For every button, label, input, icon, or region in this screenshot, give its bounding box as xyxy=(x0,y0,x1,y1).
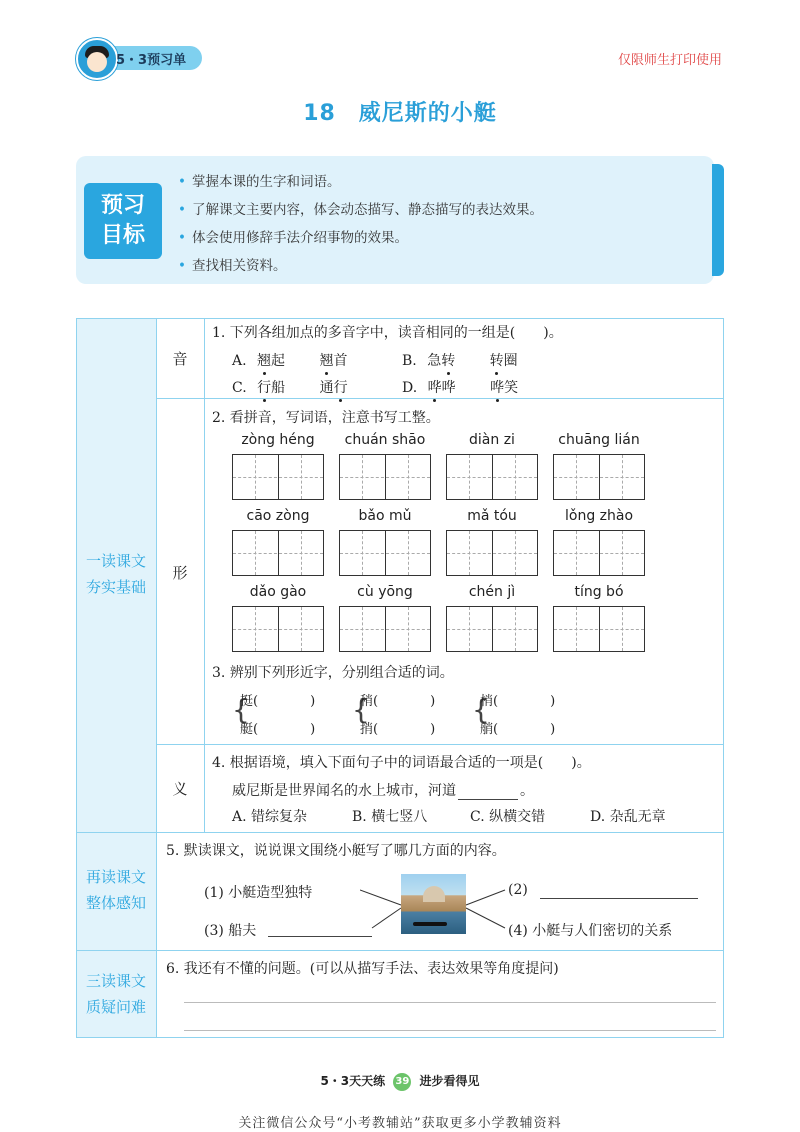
q1-option-c xyxy=(232,377,348,397)
q1-option-a xyxy=(232,350,347,370)
dotted-char: 哗 xyxy=(428,377,442,397)
char: 笑 xyxy=(504,380,519,396)
goals-label-line2: 目标 xyxy=(100,223,145,248)
row-divider xyxy=(76,950,724,951)
dotted-char: 哗 xyxy=(490,377,504,397)
pinyin-label: bǎo mǔ xyxy=(358,508,412,524)
q1-option-d xyxy=(402,377,518,397)
row-divider xyxy=(76,832,724,833)
bullet-icon: • xyxy=(178,174,186,190)
q4-stem: 4. 根据语境，填入下面句子中的词语最合适的一项是( )。 xyxy=(212,755,591,771)
lesson-title: 18 威尼斯的小艇 xyxy=(303,101,497,126)
option-letter: A. xyxy=(232,353,247,369)
q4-sentence xyxy=(232,780,534,800)
writing-grid[interactable] xyxy=(339,606,431,652)
dotted-char: 翘 xyxy=(257,350,271,370)
writing-grid[interactable] xyxy=(553,606,645,652)
goal-list xyxy=(178,168,543,280)
writing-grid[interactable] xyxy=(553,530,645,576)
answer-line[interactable] xyxy=(184,1002,716,1003)
char: 圈 xyxy=(503,353,518,369)
word xyxy=(490,353,518,369)
q5-point-3: (3) 船夫 xyxy=(204,923,257,939)
word xyxy=(319,353,347,369)
q3-word-slot[interactable]: 艄( ) xyxy=(480,722,556,737)
section-label-line: 夯实基础 xyxy=(85,578,146,596)
section-read-three xyxy=(76,968,156,1020)
connector-line xyxy=(360,890,401,905)
q4-sentence-text: 威尼斯是世界闻名的水上城市，河道 xyxy=(232,783,456,799)
q5-point-4: (4) 小艇与人们密切的关系 xyxy=(508,923,673,939)
option-letter: D. xyxy=(402,380,418,396)
q4-option-c: C. 纵横交错 xyxy=(470,809,546,825)
pinyin-label: mǎ tóu xyxy=(467,508,517,524)
mascot-logo-icon xyxy=(76,38,118,80)
q3-word-slot[interactable]: 捎( ) xyxy=(360,722,436,737)
pinyin-label: zòng héng xyxy=(241,432,315,448)
writing-grid[interactable] xyxy=(446,530,538,576)
q4-option-b: B. 横七竖八 xyxy=(352,809,428,825)
bullet-icon: • xyxy=(178,230,186,246)
print-note: 仅限师生打印使用 xyxy=(617,53,722,68)
page-number: 39 xyxy=(393,1073,411,1091)
brace-icon: { xyxy=(352,693,370,726)
writing-grid[interactable] xyxy=(339,454,431,500)
brace-icon: { xyxy=(472,693,490,726)
option-letter: C. xyxy=(232,380,247,396)
writing-grid[interactable] xyxy=(553,454,645,500)
q3-word-slot[interactable]: 挺( ) xyxy=(240,694,316,709)
connector-line xyxy=(466,908,505,928)
series-badge-label: 5・3预习单 xyxy=(116,53,187,68)
writing-grid[interactable] xyxy=(232,606,324,652)
q1-stem: 1. 下列各组加点的多音字中，读音相同的一组是( )。 xyxy=(212,325,563,341)
dotted-char: 转 xyxy=(490,350,504,370)
goal-item xyxy=(178,168,543,196)
q4-blank[interactable] xyxy=(458,783,518,800)
q4-option-a: A. 错综复杂 xyxy=(232,809,308,825)
writing-grid[interactable] xyxy=(232,454,324,500)
goals-box-edge xyxy=(712,164,724,276)
footer-series: 5・3天天练 xyxy=(320,1074,386,1088)
q5-point-1: (1) 小艇造型独特 xyxy=(204,885,313,901)
connector-line xyxy=(466,890,505,905)
q4-sentence-end: 。 xyxy=(520,783,534,799)
q1-option-b xyxy=(402,350,518,370)
row-divider xyxy=(156,744,724,745)
word xyxy=(427,353,455,369)
goals-label-line1: 预习 xyxy=(100,193,145,218)
goals-label xyxy=(84,183,162,259)
option-letter: B. xyxy=(402,353,417,369)
row-divider xyxy=(156,398,724,399)
word xyxy=(490,380,518,396)
writing-grid[interactable] xyxy=(446,454,538,500)
word xyxy=(320,380,348,396)
q3-word-slot[interactable]: 稍( ) xyxy=(360,694,436,709)
q6-stem: 6. 我还有不懂的问题。(可以从描写手法、表达效果等角度提问) xyxy=(166,961,559,977)
char: 哗 xyxy=(441,380,456,396)
pinyin-label: cāo zòng xyxy=(246,508,310,524)
section-label-line: 质疑问难 xyxy=(85,998,146,1016)
sub-label-form: 形 xyxy=(172,564,188,582)
writing-grid[interactable] xyxy=(232,530,324,576)
q2-stem: 2. 看拼音，写词语，注意书写工整。 xyxy=(212,410,440,426)
pinyin-label: chén jì xyxy=(468,584,516,600)
venice-gondola-photo xyxy=(401,874,466,934)
column-divider xyxy=(156,318,157,1038)
q5-blank-3[interactable] xyxy=(268,936,372,937)
section-label-line: 再读课文 xyxy=(85,868,146,886)
footer-slogan: 进步看得见 xyxy=(419,1074,480,1088)
dotted-char: 转 xyxy=(441,350,455,370)
pinyin-label: chuāng lián xyxy=(558,432,640,448)
dotted-char: 翘 xyxy=(319,350,333,370)
q3-word-slot[interactable]: 梢( ) xyxy=(480,694,556,709)
section-read-one xyxy=(76,548,156,600)
goal-item xyxy=(178,252,543,280)
goal-text: 了解课文主要内容，体会动态描写、静态描写的表达效果。 xyxy=(191,202,543,218)
pinyin-label: dǎo gào xyxy=(249,584,307,600)
goal-text: 体会使用修辞手法介绍事物的效果。 xyxy=(191,230,408,246)
section-label-line: 一读课文 xyxy=(85,552,146,570)
q3-word-slot[interactable]: 艇( ) xyxy=(240,722,316,737)
char: 起 xyxy=(271,353,286,369)
char: 船 xyxy=(271,380,286,396)
section-read-two xyxy=(76,864,156,916)
word xyxy=(428,380,456,396)
pinyin-label: lǒng zhào xyxy=(564,508,634,524)
section-label-line: 三读课文 xyxy=(85,972,146,990)
q4-option-d: D. 杂乱无章 xyxy=(590,809,666,825)
char: 急 xyxy=(427,353,442,369)
connector-line xyxy=(372,908,401,928)
q3-stem: 3. 辨别下列形近字，分别组合适的词。 xyxy=(212,665,454,681)
column-divider xyxy=(204,318,205,832)
brace-icon: { xyxy=(232,693,250,726)
sub-label-meaning: 义 xyxy=(172,780,188,798)
bottom-watermark-note: 关注微信公众号“小考教辅站”获取更多小学教辅资料 xyxy=(238,1116,562,1131)
goal-item xyxy=(178,196,543,224)
q5-point-2: (2) xyxy=(508,882,528,898)
word xyxy=(257,380,285,396)
char: 首 xyxy=(333,353,348,369)
pinyin-label: chuán shāo xyxy=(344,432,426,448)
writing-grid[interactable] xyxy=(446,606,538,652)
goal-text: 掌握本课的生字和词语。 xyxy=(191,174,341,190)
goal-item xyxy=(178,224,543,252)
pinyin-label: diàn zi xyxy=(469,432,515,448)
word xyxy=(257,353,285,369)
section-label-line: 整体感知 xyxy=(85,894,146,912)
sub-label-sound: 音 xyxy=(172,350,188,368)
q5-stem: 5. 默读课文，说说课文围绕小艇写了哪几方面的内容。 xyxy=(166,843,506,859)
writing-grid[interactable] xyxy=(339,530,431,576)
page-footer xyxy=(0,1072,800,1091)
dotted-char: 行 xyxy=(334,377,348,397)
bullet-icon: • xyxy=(178,202,186,218)
bullet-icon: • xyxy=(178,258,186,274)
pinyin-label: cù yōng xyxy=(357,584,413,600)
goal-text: 查找相关资料。 xyxy=(191,258,287,274)
char: 通 xyxy=(319,380,334,396)
answer-line[interactable] xyxy=(184,1030,716,1031)
q5-blank-2[interactable] xyxy=(540,898,698,899)
dotted-char: 行 xyxy=(257,377,271,397)
pinyin-label: tíng bó xyxy=(574,584,624,600)
